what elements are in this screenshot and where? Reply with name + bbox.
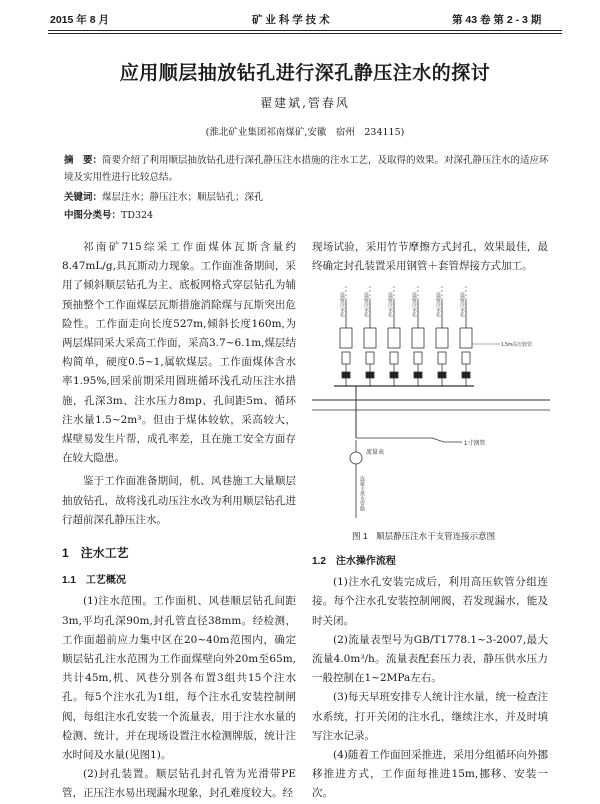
section-heading-1: 1 注水工艺 (62, 546, 129, 561)
branch-pipe-5 (436, 328, 448, 386)
paragraph-step-3: (3)每天早班安排专人统计注水量，统一检查注水系统，打开关闭的注水孔，继续注水，并及时填写注水记录。 (312, 691, 548, 742)
branch-pipe-2 (364, 328, 376, 386)
paper-title: 应用顺层抽放钻孔进行深孔静压注水的探讨 (119, 63, 491, 84)
branch-pipe-4 (412, 328, 424, 386)
keywords-label: 关键词： (64, 192, 103, 203)
abstract-label: 摘 要： (64, 155, 103, 166)
paper-affiliation: (淮北矿业集团祁南煤矿,安徽 宿州 234115) (205, 127, 405, 138)
classification-text: TD324 (121, 210, 154, 221)
right-column-bottom (312, 552, 548, 804)
subsection-heading-1-1: 1.1 工艺概况 (62, 575, 126, 587)
flow-meter-label: 流量表 (366, 450, 385, 456)
flow-meter-icon (350, 452, 362, 464)
main-pipe-lead (356, 438, 462, 442)
branch-pipe-6 (460, 328, 472, 386)
figure-1-diagram (312, 282, 550, 522)
branch-pipe-1 (340, 328, 352, 386)
main-pipe-label: 1寸钢管 (464, 441, 486, 447)
branch-pipe-3 (388, 328, 400, 386)
intro-paragraph-1: 祁南矿715综采工作面煤体瓦斯含量约8.47mL/g,具瓦斯动力现象。工作面准备期间，采用了倾斜顺层钻孔为主、底板网格式穿层钻孔为辅预抽整个工作面煤层瓦斯措施消除煤与瓦斯突出危险性。工作面走向长度527m,倾斜长度160m,为两层煤同采大采高工作面，采高3.7~6.1m,煤层结构简单，硬度0.5~1,属软煤层。工作面煤体含水率1.95%,回采前期采用圆班循环浅孔动压注水措施，孔深3m、注水压力8mp、孔间距5m、循环注水量1.5~2m³。但由于煤体较软，采高较大，煤壁易发生片帮，成孔率差，且在施工安全方面存在较大隐患。 (62, 241, 296, 465)
pipe-label-1: 连接注水孔 (339, 292, 345, 317)
paragraph-step-1: (1)注水孔安装完成后，利用高压软管分组连接。每个注水孔安装控制闸阀，若发现漏水，能及时关闭。 (312, 576, 548, 627)
pipe-label-2: 连接注水孔 (363, 292, 369, 317)
pipe-label-4: 连接注水孔 (411, 292, 417, 317)
paragraph-continued: 现场试验，采用竹节摩擦方式封孔，效果最佳，最终确定封孔装置采用钢管＋套管焊接方式加工。 (312, 241, 548, 273)
paragraph-sealing-device: (2)封孔装置。顺层钻孔封孔管为光滑带PE管，正压注水易出现漏水现象，封孔难度较大。经 (62, 768, 296, 800)
classification-label: 中图分类号： (64, 210, 122, 221)
pipe-label-5: 连接注水孔 (435, 292, 441, 317)
abstract (64, 152, 554, 186)
figure-caption: 图 1 顺层静压注水干支管连接示意图 (352, 531, 496, 541)
pipe-label-6: 连接注水孔 (459, 292, 465, 317)
keywords (64, 189, 554, 206)
pipe-label-3: 连接注水孔 (387, 292, 393, 317)
supply-label: 连接主供水管路 (359, 476, 365, 511)
keywords-text: 煤层注水；静压注水；顺层钻孔；深孔 (102, 192, 264, 203)
paper-authors: 翟建斌,管春风 (260, 96, 350, 110)
subsection-heading-1-2: 1.2 注水操作流程 (312, 556, 396, 567)
left-column (62, 238, 296, 804)
header-journal: 矿 业 科 学 技 术 (252, 14, 330, 26)
header-date: 2015 年 8 月 (50, 14, 109, 26)
hose-label: 1.5m高压软管 (501, 342, 533, 348)
intro-paragraph-2: 鉴于工作面准备期间，机、风巷施工大量顺层抽放钻孔，故将浅孔动压注水改为利用顺层钻孔进行超前深孔静压注水。 (62, 475, 296, 526)
classification (64, 207, 554, 224)
right-column-top (312, 238, 548, 276)
paragraph-injection-range: (1)注水范围。工作面机、风巷顺层钻孔间距3m,平均孔深90m,封孔管直径38mm。经检测，工作面超前应力集中区在20~40m范围内，确定顺层钻孔注水范围为工作面煤壁向外20m至65m,共计45m,机、风巷分别各布置3组共15个注水孔。每5个注水孔为1组，每个注水孔安装控制闸阀，每组注水孔安装一个流量表，用于注水水量的检测、统计，并在现场设置注水检测牌版，统计注水时间及水量(见图1)。 (62, 595, 296, 762)
abstract-text: 简要介绍了利用顺层抽放钻孔进行深孔静压注水措施的注水工艺，及取得的效果。对深孔静压注水的适应环境及实用性进行比较总结。 (64, 155, 549, 183)
header-rule-thin (48, 33, 562, 34)
paragraph-step-4: (4)随着工作面回采推进，采用分组循环向外挪移推进方式，工作面每推进15m,挪移、安装一次。 (312, 749, 548, 800)
header-volume: 第 43 卷 第 2 - 3 期 (452, 14, 542, 26)
paragraph-step-2: (2)流量表型号为GB/T1778.1~3-2007,最大流量4.0m³/h。流量表配套压力表，静压供水压力一般控制在1~2MPa左右。 (312, 633, 548, 685)
header-rule (48, 30, 562, 31)
